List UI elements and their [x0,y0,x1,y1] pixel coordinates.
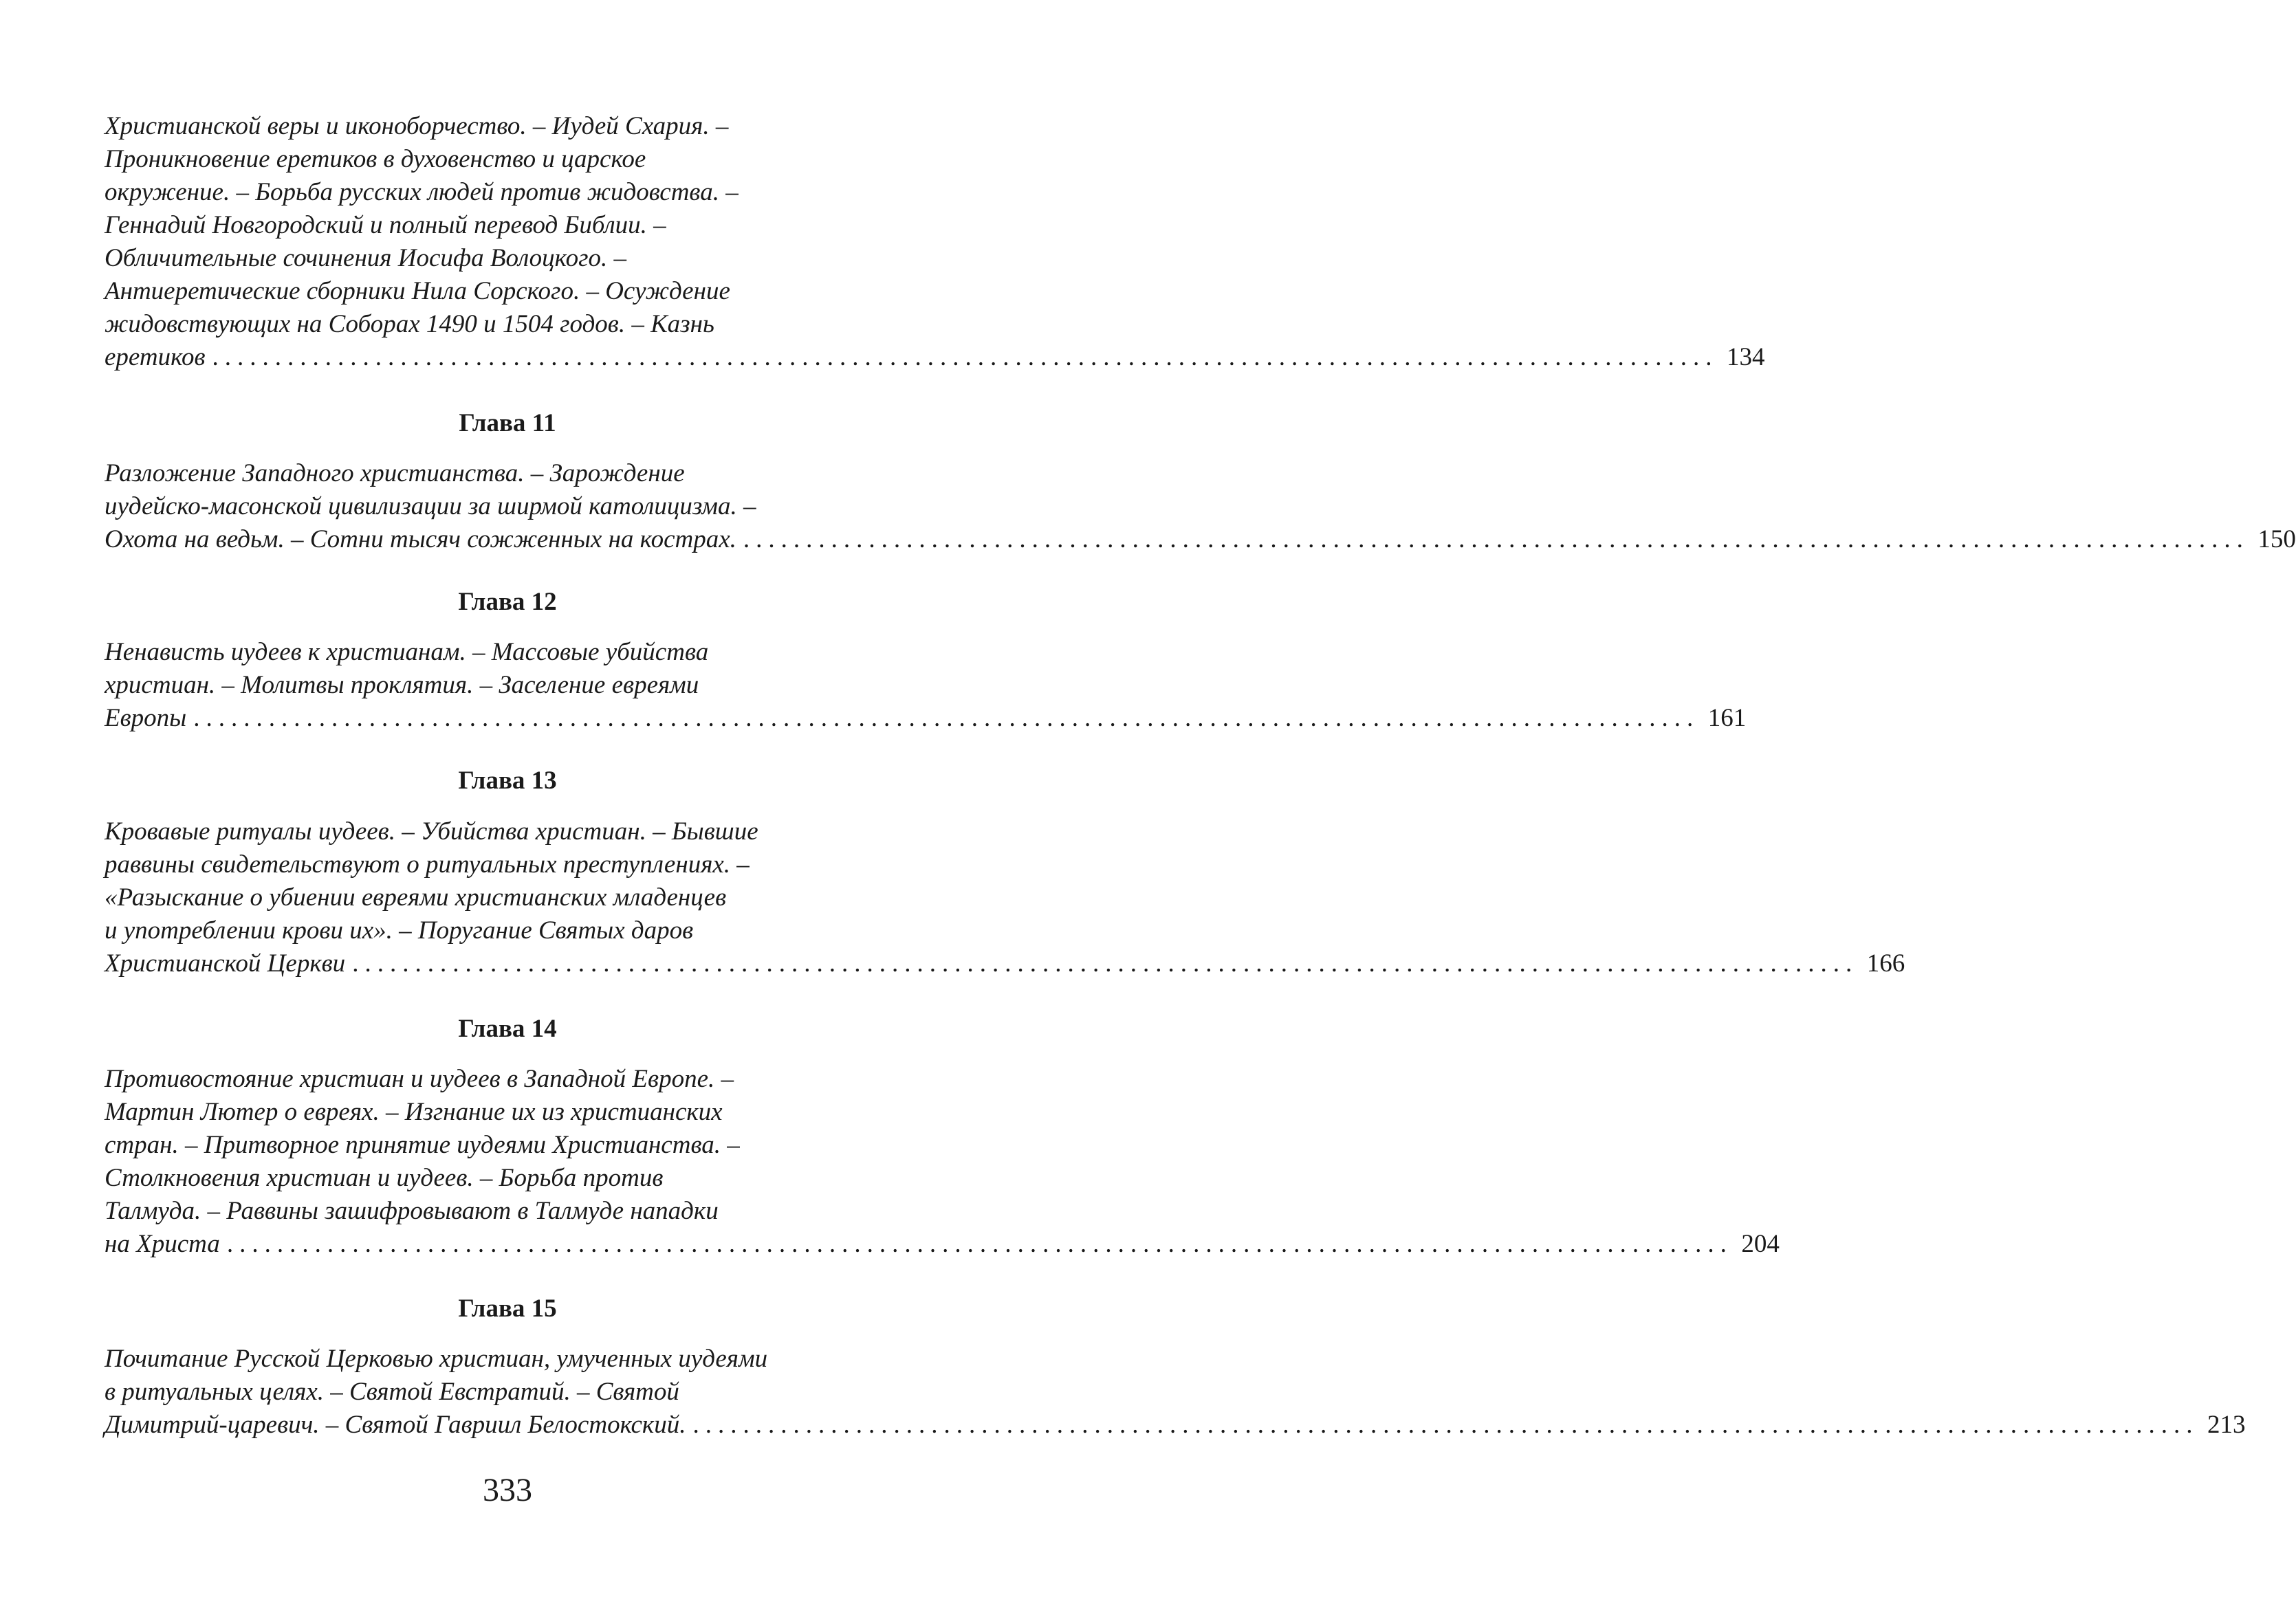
dot-leader: ........................................................................................................................ [212,343,1718,371]
toc-description-line: и употреблении крови их». – Поругание Святых даров [105,916,694,945]
toc-description-line: Разложение Западного христианства. – Зарождение [105,459,685,487]
toc-description-line: жидовствующих на Соборах 1490 и 1504 годов. – Казнь [105,310,714,338]
toc-description-line: иудейско-масонской цивилизации за ширмой католицизма. – [105,492,756,520]
toc-description-line: Охота на ведьм. – Сотни тысяч сожженных на кострах. [105,525,736,553]
toc-description-line: Кровавые ритуалы иудеев. – Убийства христиан. – Бывшие [105,817,758,846]
toc-description-line: стран. – Притворное принятие иудеями Христианства. – [105,1131,740,1159]
page-number: 161 [1707,704,1747,732]
toc-description-line: Христианской веры и иконоборчество. – Иудей Схария. – [105,112,729,140]
toc-description-line: Ненависть иудеев к христианам. – Массовые убийства [105,638,709,666]
toc-description-line: христиан. – Молитвы проклятия. – Заселение евреями [105,671,699,699]
toc-description-line: Христианской Церкви [105,949,346,978]
toc-final-line [105,947,1905,980]
dot-leader: ........................................................................................................................ [193,704,1700,732]
toc-description-line: Талмуда. – Раввины зашифровывают в Талмуде нападки [105,1197,719,1225]
toc-description-line: Обличительные сочинения Иосифа Волоцкого. – [105,244,627,272]
toc-description-line: Димитрий-царевич. – Святой Гавриил Белостокский. [105,1411,686,1439]
chapter-heading: Глава 12 [458,588,557,616]
toc-description-line: окружение. – Борьба русских людей против жидовства. – [105,178,739,206]
toc-final-line [105,341,1765,374]
toc-final-line [105,1228,1780,1261]
page-number: 204 [1741,1230,1780,1258]
folio-page-number: 333 [483,1472,532,1508]
page-number: 213 [2207,1411,2246,1439]
dot-leader: ........................................................................................................................ [226,1230,1733,1258]
page-number: 134 [1727,343,1765,371]
page-number: 166 [1866,949,1905,978]
toc-final-line [105,523,2296,556]
chapter-heading: Глава 14 [458,1015,557,1043]
toc-description-line: «Разыскание о убиении евреями христианских младенцев [105,883,727,912]
dot-leader: ........................................................................................................................ [352,949,1859,978]
toc-description-line: еретиков [105,343,206,371]
dot-leader: ........................................................................................................................ [743,525,2249,553]
toc-description-line: в ритуальных целях. – Святой Евстратий. – Святой [105,1378,679,1406]
toc-description-line: Почитание Русской Церковью христиан, умученных иудеями [105,1345,768,1373]
dot-leader: ........................................................................................................................ [692,1411,2199,1439]
toc-description-line: Мартин Лютер о евреях. – Изгнание их из христианских [105,1098,723,1126]
toc-final-line [105,1409,2246,1442]
toc-description-line: Антиеретические сборники Нила Сорского. – Осуждение [105,277,730,305]
chapter-heading: Глава 13 [458,767,557,795]
toc-description-line: Столкновения христиан и иудеев. – Борьба против [105,1164,664,1192]
toc-description-line: раввины свидетельствуют о ритуальных преступлениях. – [105,850,750,879]
toc-description-line: Европы [105,704,187,732]
chapter-heading: Глава 15 [458,1295,557,1323]
toc-description-line: Проникновение еретиков в духовенство и царское [105,145,646,173]
chapter-heading: Глава 11 [459,409,556,437]
toc-description-line: на Христа [105,1230,220,1258]
page-number: 150 [2257,525,2296,553]
toc-description-line: Геннадий Новгородский и полный перевод Библии. – [105,211,666,239]
toc-final-line [105,702,1747,735]
toc-description-line: Противостояние христиан и иудеев в Западной Европе. – [105,1065,734,1093]
